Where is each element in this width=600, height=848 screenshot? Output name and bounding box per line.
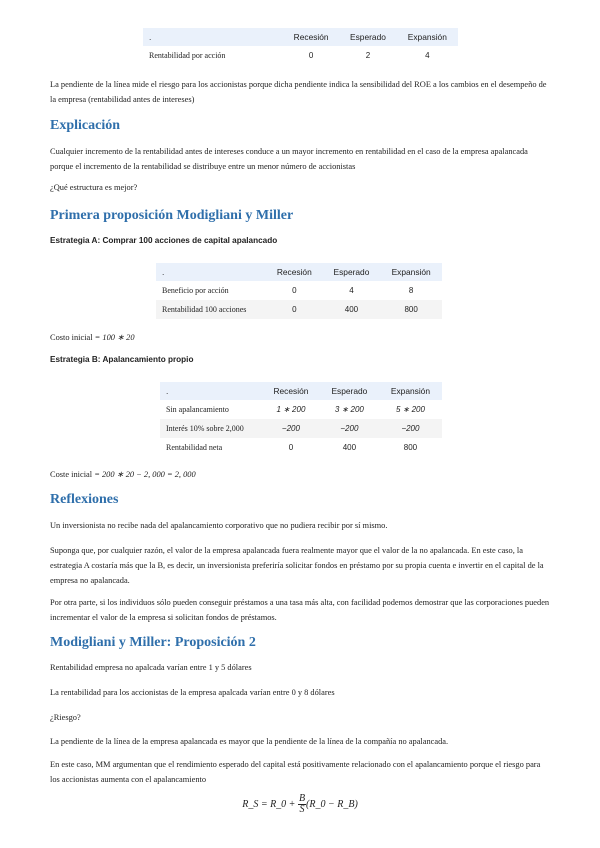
section-title-explicacion: Explicación: [50, 118, 121, 133]
cost-a-formula: = 100 ∗ 20: [92, 333, 135, 342]
cost-b: [50, 467, 550, 482]
section-title-mm2: Modigliani y Miller: Proposición 2: [50, 635, 256, 650]
reflexiones-p2-block: [50, 543, 550, 588]
table-header-cell: .: [156, 263, 266, 281]
table-cell: 400: [342, 443, 357, 452]
mm2-p3-block: [50, 710, 550, 725]
table-row: [156, 300, 442, 319]
table-cell: Rentabilidad por acción: [149, 51, 226, 60]
table-header-cell: Esperado: [320, 382, 379, 400]
cost-b-line: [50, 467, 550, 482]
table-cell: 1 ∗ 200: [276, 405, 306, 414]
explicacion-p2: ¿Qué estructura es mejor?: [50, 183, 138, 192]
table-cell: 4: [425, 51, 430, 60]
cost-a: [50, 330, 550, 345]
reflexiones-p1-block: [50, 518, 550, 533]
section-mm1: [50, 207, 550, 225]
mm2-p4-block: [50, 734, 550, 749]
cost-a-line: [50, 330, 550, 345]
strategy-a: [50, 236, 550, 245]
table-row: [156, 281, 442, 300]
table-row: [143, 46, 458, 65]
explicacion-question: [50, 180, 550, 195]
table-header-cell: Recesión: [266, 263, 323, 281]
table-header-row: [160, 382, 442, 400]
explicacion-p1: Cualquier incremento de la rentabilidad antes de intereses conduce a un mayor incremento en rentabilidad en el caso de la empresa apalancada porque el incremento de la rentabilidad se distribuye entre un menor número de accionistas: [50, 147, 528, 171]
mm2-p5: En este caso, MM argumentan que el rendimiento esperado del capital está positivamente relacionado con el apalancamiento porque el riesgo para los accionistas aumenta con el apalancamiento: [50, 760, 541, 784]
mm2-p2-block: [50, 685, 550, 700]
cost-b-label: Coste inicial: [50, 470, 93, 479]
section-reflexiones: [50, 491, 550, 509]
strategy-b: [50, 355, 550, 364]
section-explicacion: [50, 117, 550, 135]
table-header-cell: .: [143, 28, 283, 46]
table-row: [160, 438, 442, 457]
table-cell: −200: [262, 419, 320, 438]
formula-right: (R_0 − R_B): [306, 798, 358, 810]
reflexiones-p1: Un inversionista no recibe nada del apalancamiento corporativo que no pudiera recibir por sí mismo.: [50, 521, 388, 530]
table-cell: 400: [323, 300, 381, 319]
table-cell: 800: [403, 443, 418, 452]
explicacion-body: [50, 144, 550, 174]
table-cell: 0: [266, 300, 323, 319]
table-row: [160, 419, 442, 438]
cost-a-label: Costo inicial: [50, 333, 93, 342]
table-cell: Rentabilidad 100 acciones: [156, 300, 266, 319]
intro-text: La pendiente de la línea mide el riesgo para los accionistas porque dicha pendiente indica la sensibilidad del ROE a los cambios en el desempeño de la empresa (rentabilidad antes de intereses): [50, 80, 547, 104]
mm2-p4: La pendiente de la línea de la empresa apalancada es mayor que la pendiente de la línea de la compañía no apalancada.: [50, 737, 449, 746]
formula-denominator: S: [299, 804, 305, 815]
table-cell: 4: [349, 286, 354, 295]
section-mm2: [50, 634, 550, 652]
table-cell: Beneficio por acción: [162, 286, 229, 295]
table-cell: −200: [379, 419, 442, 438]
formula-numerator: B: [298, 793, 306, 804]
table-header-cell: Expansión: [380, 263, 442, 281]
table-cell: 3 ∗ 200: [334, 405, 364, 414]
table-header-row: [143, 28, 458, 46]
table-header-row: [156, 263, 442, 281]
strategy-b-heading: Estrategia B: Apalancamiento propio: [50, 355, 194, 364]
mm2-p1: Rentabilidad empresa no apalcada varían entre 1 y 5 dólares: [50, 663, 252, 672]
table-cell: 0: [292, 286, 297, 295]
table-cell: Sin apalancamiento: [166, 405, 229, 414]
table-row: [160, 400, 442, 419]
table-cell: 800: [380, 300, 442, 319]
mm2-p1-block: [50, 660, 550, 675]
table-header-cell: .: [160, 382, 262, 400]
mm2-p5-block: [50, 757, 550, 787]
table-estrategia-a: [156, 263, 442, 319]
table-cell: 5 ∗ 200: [395, 405, 425, 414]
cost-b-formula: = 200 ∗ 20 − 2, 000 = 2, 000: [92, 470, 196, 479]
intro-paragraph: [50, 77, 550, 107]
table-cell: 8: [408, 286, 414, 295]
table-header-cell: Esperado: [339, 28, 396, 46]
section-title-reflexiones: Reflexiones: [50, 492, 119, 507]
table-cell: 0: [288, 443, 294, 452]
table-header-cell: Recesión: [262, 382, 320, 400]
table-cell: Interés 10% sobre 2,000: [160, 419, 262, 438]
formula-fraction: [298, 794, 306, 815]
reflexiones-p3-block: [50, 595, 550, 625]
mm2-p2: La rentabilidad para los accionistas de la empresa apalcada varían entre 0 y 8 dólares: [50, 688, 335, 697]
table-cell: 0: [308, 51, 314, 60]
reflexiones-p2: Suponga que, por cualquier razón, el valor de la empresa apalancada fuera realmente mayor que el valor de la no apalancada. En este caso, la estrategia A costaría más que la B, es decir, un inversionista preferiría solicitar fondos en préstamo por su propia cuenta e invertir en el capital de la empresa no apalancada.: [50, 546, 544, 585]
table-estrategia-b: [160, 382, 442, 457]
table-header-cell: Expansión: [379, 382, 442, 400]
table-cell: −200: [320, 419, 379, 438]
formula-mm2: [0, 794, 600, 815]
table-header-cell: Recesión: [283, 28, 339, 46]
table-header-cell: Esperado: [323, 263, 381, 281]
mm2-p3: ¿Riesgo?: [50, 713, 81, 722]
section-title-mm1: Primera proposición Modigliani y Miller: [50, 208, 294, 223]
formula-left: R_S = R_0 +: [242, 798, 296, 810]
table-cell: 2: [365, 51, 371, 60]
table-rentabilidad-accion: [143, 28, 458, 65]
table-cell: Rentabilidad neta: [166, 443, 223, 452]
table-header-cell: Expansión: [397, 28, 458, 46]
strategy-a-heading: Estrategia A: Comprar 100 acciones de capital apalancado: [50, 236, 278, 245]
reflexiones-p3: Por otra parte, si los individuos sólo pueden conseguir préstamos a una tasa más alta, con facilidad podemos demostrar que las corporaciones pueden incrementar el valor de la empresa si solicitan fondos de préstamos.: [50, 598, 550, 622]
